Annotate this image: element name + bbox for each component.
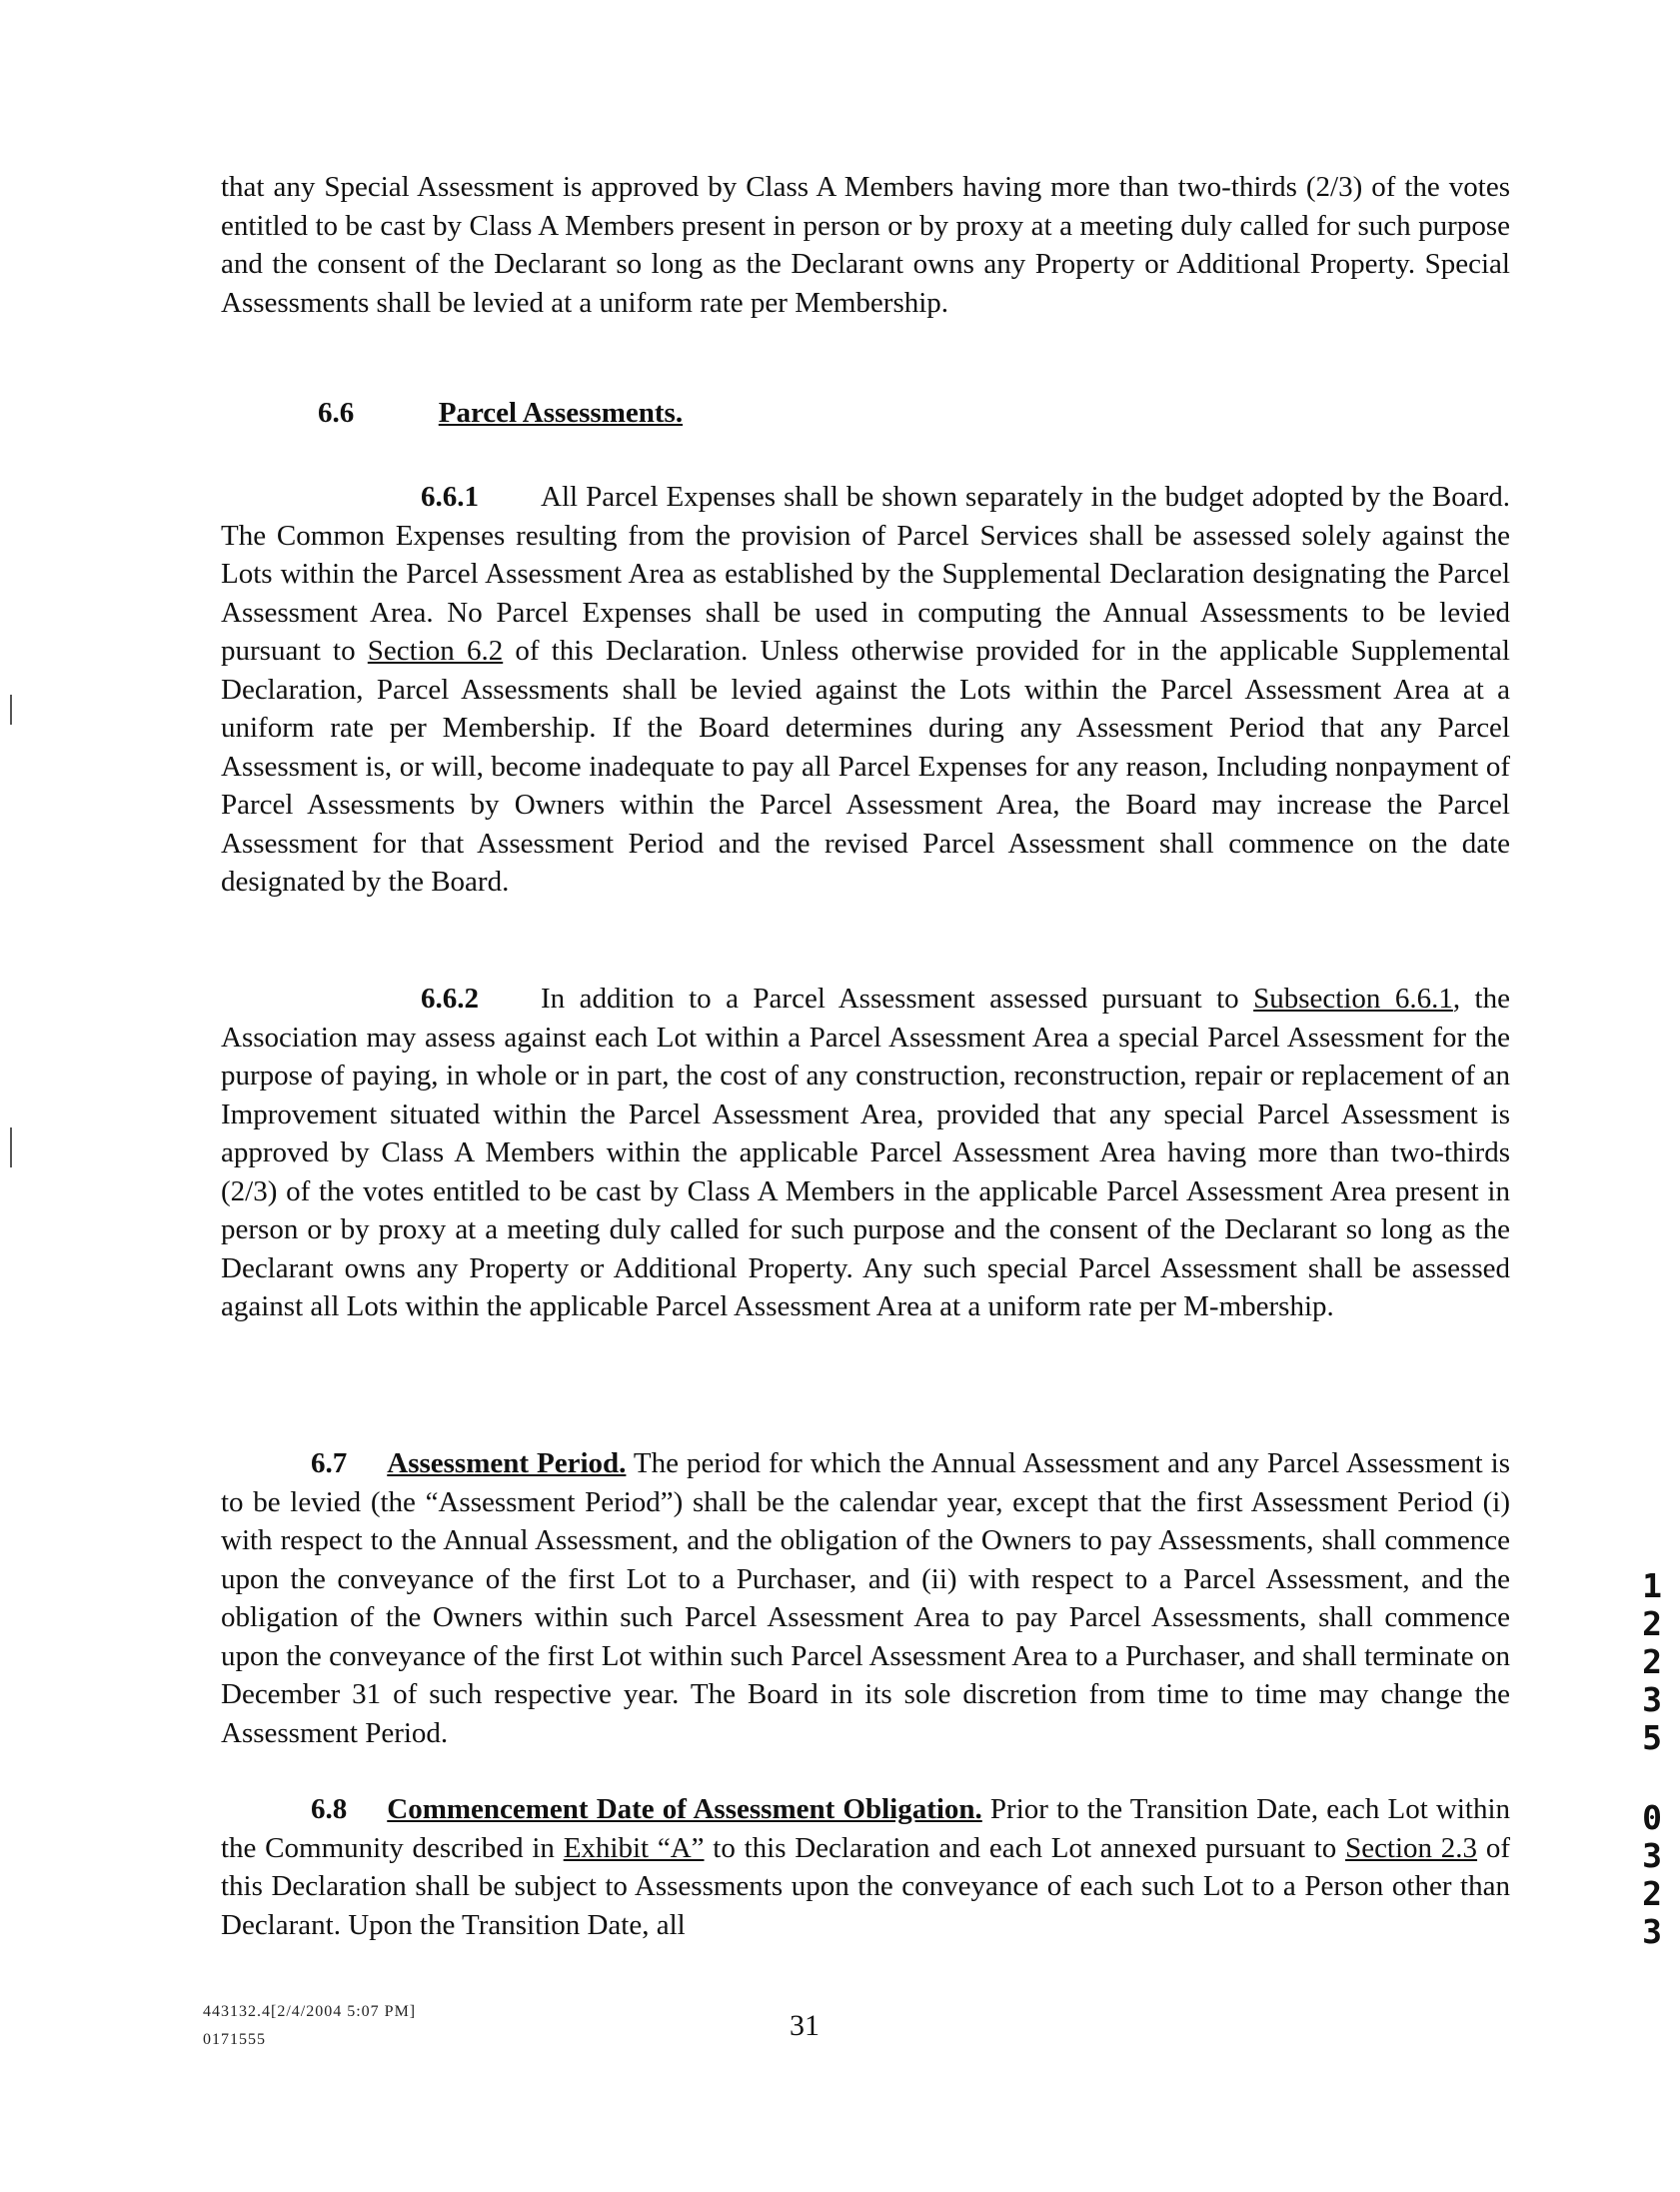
margin-mark: [10, 1127, 12, 1167]
section-6-6-2-text-a: In addition to a Parcel Assessment assessed pursuant to: [541, 983, 1254, 1015]
stamp-digit: 3: [1642, 1912, 1662, 1951]
footer-doc-id: 443132.4[2/4/2004 5:07 PM]: [203, 2003, 417, 2020]
stamp-digit: 2: [1642, 1874, 1662, 1913]
section-6-6-1-number: 6.6.1: [421, 481, 479, 513]
section-6-8-title: Commencement Date of Assessment Obligation.: [387, 1793, 982, 1825]
section-6-6-number: 6.6: [318, 397, 355, 429]
subsection-6-6-1-reference: Subsection 6.6.1: [1253, 983, 1453, 1015]
section-6-6-2-text-b: , the Association may assess against each Lot within a Parcel Assessment Area a special Parcel Assessment for the purpose of paying, in whole or in part, the cost of any construction, reconstruction, repair or replacement of an Improvement situated within the Parcel Assessment Area, provided that any special Parcel Assessment is approved by Class A Members within the applicable Parcel Assessment Area having more than two-thirds (2/3) of the votes entitled to be cast by Class A Members in the applicable Parcel Assessment Area present in person or by proxy at a meeting duly called for such purpose and the consent of the Declarant so long as the Declarant owns any Property or Additional Property. Any such special Parcel Assessment shall be assessed against all Lots within the applicable Parcel Assessment Area at a uniform rate per M-mbership.: [221, 983, 1510, 1322]
stamp-digit: 5: [1642, 1718, 1662, 1757]
page-number: 31: [790, 2009, 820, 2042]
section-6-8-text-a: Prior to the Transition Date, each Lot within the Community described in: [221, 1793, 1510, 1864]
section-6-7-title: Assessment Period.: [387, 1447, 627, 1479]
stamp-digit: 1: [1642, 1566, 1662, 1605]
section-6-8-text-c: of this Declaration shall be subject to Assessments upon the conveyance of each such Lot to a Person other than Declarant. Upon the Transition Date, all: [221, 1831, 1510, 1941]
section-6-6-1-text-b: of this Declaration. Unless otherwise provided for in the applicable Supplemental Declaration, Parcel Assessments shall be levied against the Lots within the Parcel Assessment Area at a uniform rate per Membership. If the Board determines during any Assessment Period that any Parcel Assessment is, or will, become inadequate to pay all Parcel Expenses for any reason, Including nonpayment of Parcel Assessments by Owners within the Parcel Assessment Area, the Board may increase the Parcel Assessment for that Assessment Period and the revised Parcel Assessment shall commence on the date designated by the Board.: [221, 635, 1510, 898]
section-6-2-reference: Section 6.2: [367, 635, 504, 667]
footer-file-number: 0171555: [203, 2031, 266, 2048]
section-6-6-1-paragraph: [221, 478, 1510, 902]
stamp-digit: 3: [1642, 1836, 1662, 1875]
section-6-6-title: Parcel Assessments.: [438, 397, 684, 429]
section-6-8-number: 6.8: [311, 1793, 348, 1825]
section-2-3-reference: Section 2.3: [1345, 1831, 1478, 1864]
section-6-6-1-text-a: All Parcel Expenses shall be shown separately in the budget adopted by the Board. The Common Expenses resulting from the provision of Parcel Services shall be assessed solely against the Lots within the Parcel Assessment Area as established by the Supplemental Declaration designating the Parcel Assessment Area. No Parcel Expenses shall be used in computing the Annual Assessments to be levied pursuant to: [221, 481, 1510, 667]
section-6-8-text-b: to this Declaration and each Lot annexed pursuant to: [704, 1831, 1346, 1864]
stamp-digit: 0: [1642, 1798, 1662, 1837]
stamp-digit: 3: [1642, 1680, 1662, 1719]
margin-mark: [10, 695, 12, 725]
section-6-8-paragraph: [221, 1790, 1510, 1944]
section-6-6-2-paragraph: [221, 980, 1510, 1326]
section-6-7-text: The period for which the Annual Assessment and any Parcel Assessment is to be levied (the “Assessment Period”) shall be the calendar year, except that the first Assessment Period (i) with respect to the Annual Assessment, and the obligation of the Owners to pay Assessments, shall commence upon the conveyance of the first Lot to a Purchaser, and (ii) with respect to a Parcel Assessment, and the obligation of the Owners within such Parcel Assessment Area to pay Parcel Assessments, shall commence upon the conveyance of the first Lot within such Parcel Assessment Area to a Purchaser, and shall terminate on December 31 of such respective year. The Board in its sole discretion from time to time may change the Assessment Period.: [221, 1447, 1510, 1749]
stamp-digit: 2: [1642, 1604, 1662, 1643]
section-6-7-paragraph: [221, 1444, 1510, 1752]
exhibit-a-reference: Exhibit “A”: [563, 1831, 705, 1864]
intro-text: that any Special Assessment is approved by Class A Members having more than two-thirds (2/3) of the votes entitled to be cast by Class A Members present in person or by proxy at a meeting duly called for such purpose and the consent of the Declarant so long as the Declarant owns any Property or Additional Property. Special Assessments shall be levied at a uniform rate per Membership.: [221, 171, 1510, 319]
section-6-7-number: 6.7: [311, 1447, 348, 1479]
section-6-6-2-number: 6.6.2: [421, 983, 479, 1015]
side-stamp-number: [1637, 1567, 1667, 1951]
stamp-digit: 2: [1642, 1642, 1662, 1681]
intro-paragraph: [221, 168, 1510, 322]
section-6-6-heading: [318, 397, 683, 430]
